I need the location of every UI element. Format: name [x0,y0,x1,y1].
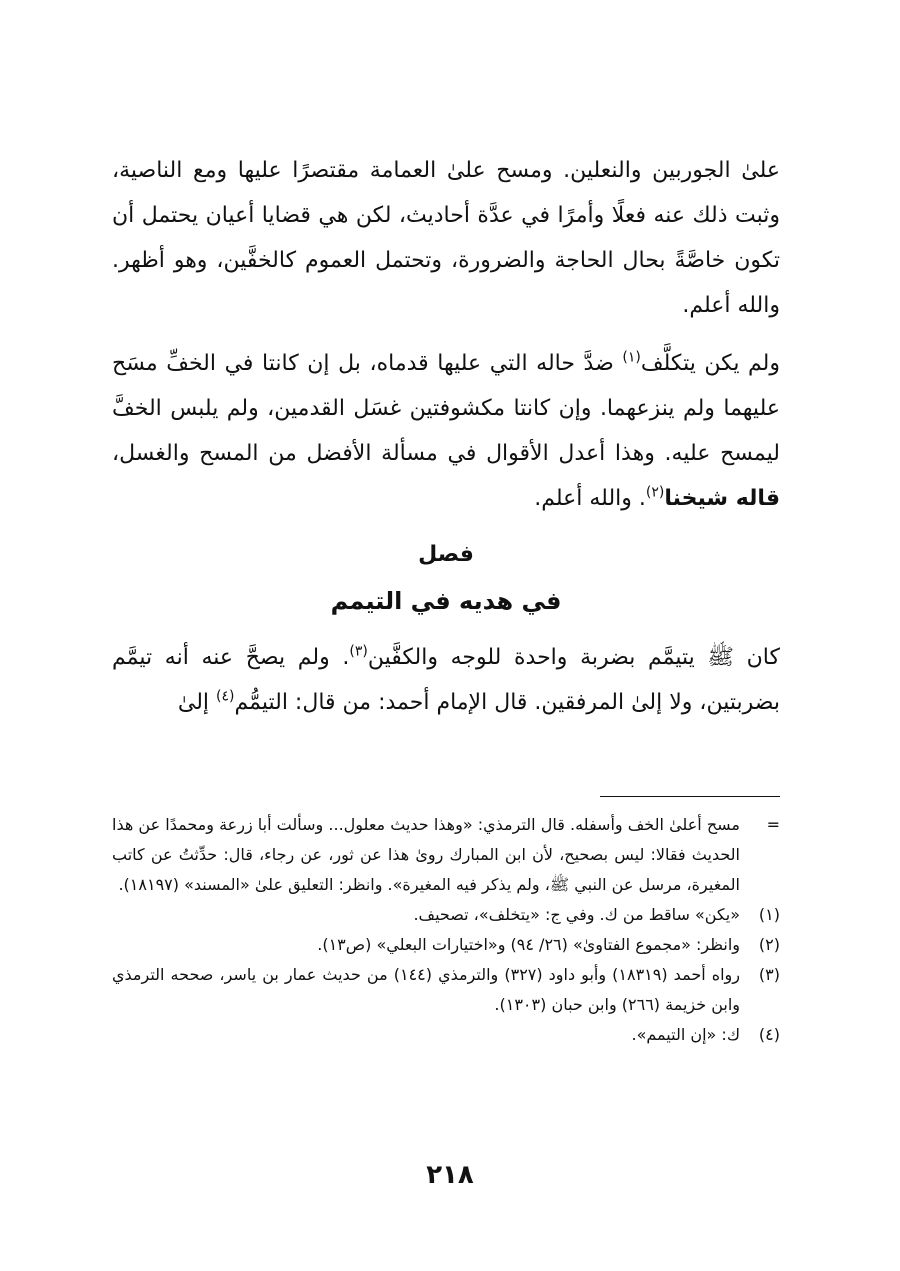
footnotes [112,810,780,1050]
footnote-text: مسح أعلىٰ الخف وأسفله. قال الترمذي: «وهذا حديث معلول... وسألت أبا زرعة ومحمدًا عن هذا الحديث فقالا: ليس بصحيح، لأن ابن المبارك روىٰ هذا عن ثور، عن رجاء، قال: حدِّثتُ عن كاتب المغيرة، مرسل عن النبي ﷺ، ولم يذكر فيه المغيرة». وانظر: التعليق علىٰ «المسند» (١٨١٩٧). [112,815,740,894]
footnote-ref-4[interactable]: (٤) [216,688,235,705]
section-heading: فصل [418,542,474,567]
footnote-separator [600,796,780,797]
footnote-ref-3[interactable]: (٣) [349,643,368,660]
footnote-text: وانظر: «مجموع الفتاوىٰ» (٢٦/ ٩٤) و«اختيارات البعلي» (ص١٣). [317,935,740,954]
footnote-text: «يكن» ساقط من ك. وفي ج: «يتخلف»، تصحيف. [413,905,740,924]
footnote-marker: (١) [758,905,780,924]
section-subheading: في هديه في التيمم [330,587,562,615]
paragraph-masah-continuation [112,148,780,328]
footnote-1 [112,900,780,930]
footnote-text: ك: «إن التيمم». [631,1025,740,1044]
paragraph-not-overburdening [112,341,780,521]
footnote-continuation-marker: = [766,815,780,834]
bold-attribution: قاله شيخنا [664,486,780,511]
paragraph-text: . ولم يصحَّ عنه أنه تيمَّم بضربتين، ولا إلىٰ المرفقين. قال الإمام أحمد: من قال: التيمُّم [112,645,780,715]
footnote-ref-2[interactable]: (٢) [645,484,665,501]
paragraph-tayammum [112,635,780,725]
main-text [112,148,780,725]
paragraph-text: ولم يكن يتكلَّف [640,351,781,376]
footnote-ref-1[interactable]: (١) [622,349,641,366]
footnote-3 [112,960,780,1020]
paragraph-text: علىٰ الجوربين والنعلين. ومسح علىٰ العمامة مقتصرًا عليها ومع الناصية، وثبت ذلك عنه فعلًا وأمرًا في عدَّة أحاديث، لكن هي قضايا أعيان يحتمل أن تكون خاصَّةً بحال الحاجة والضرورة، وتحتمل العموم كالخفَّين، وهو أظهر. والله أعلم. [112,158,780,318]
paragraph-text: ضدَّ حاله التي عليها قدماه، بل إن كانتا في الخفِّ مسَح عليهما ولم ينزعهما. وإن كانتا مكشوفتين غسَل القدمين، ولم يلبس الخفَّ ليمسح عليه. وهذا أعدل الأقوال في مسألة الأفضل من المسح والغسل، [112,351,780,466]
footnote-marker: (٢) [758,935,780,954]
paragraph-text: كان ﷺ يتيمَّم بضربة واحدة للوجه والكفَّين [367,645,780,670]
footnote-4 [112,1020,780,1050]
page-number: ٢١٨ [426,1160,474,1190]
footnote-2 [112,930,780,960]
footnote-marker: (٤) [758,1025,780,1044]
footnote-text: رواه أحمد (١٨٣١٩) وأبو داود (٣٢٧) والترمذي (١٤٤) من حديث عمار بن ياسر، صححه الترمذي وابن خزيمة (٢٦٦) وابن حبان (١٣٠٣). [112,965,741,1014]
paragraph-text: إلىٰ [177,690,217,715]
paragraph-text: . والله أعلم. [534,486,646,511]
footnote-marker: (٣) [758,965,780,984]
footnote-continuation [112,810,780,900]
